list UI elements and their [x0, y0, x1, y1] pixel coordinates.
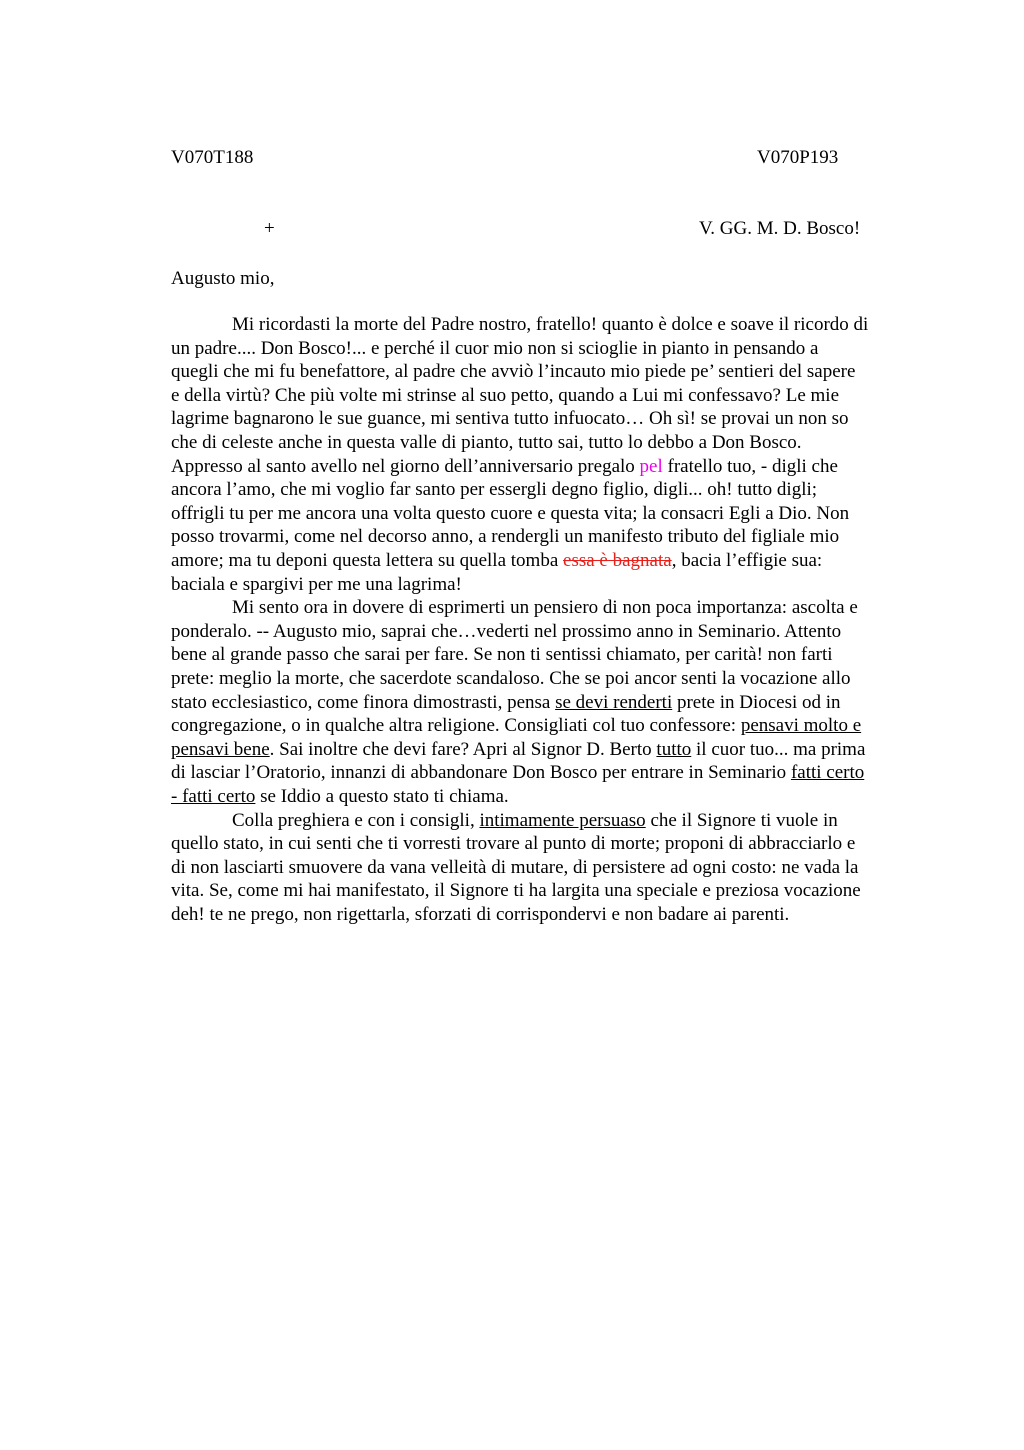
letter-line [171, 903, 789, 927]
underlined-text: - fatti certo [171, 786, 256, 807]
line-text: deh! te ne prego, non rigettarla, sforzati di corrispondervi e non badare ai parenti. [171, 904, 790, 925]
underlined-text: pensavi molto e [740, 715, 862, 736]
letter-line [171, 714, 861, 738]
line-text: lagrime bagnarono le sue guance, mi sentiva tutto infuocato… Oh sì! se provai un non so [171, 408, 849, 429]
struck-text: essa è bagnata [563, 550, 672, 571]
line-text: congregazione, o in qualche altra religione. Consigliati col tuo confessore: [171, 715, 741, 736]
line-text: prete in Diocesi od in [672, 692, 841, 713]
line-text: di lasciar l’Oratorio, innanzi di abbandonare Don Bosco per entrare in Seminario [171, 762, 791, 783]
letter-line [232, 313, 868, 337]
letter-line [232, 596, 858, 620]
letter-line [232, 809, 838, 833]
line-text: che di celeste anche in questa valle di pianto, tutto sai, tutto lo debbo a Don Bosco. [171, 432, 802, 453]
underlined-text: pensavi bene [171, 739, 270, 760]
underlined-text: se devi renderti [555, 692, 673, 713]
salutation: Augusto mio, [171, 268, 275, 289]
line-text: Colla preghiera e con i consigli, [232, 810, 480, 831]
line-text: se Iddio a questo stato ti chiama. [255, 786, 509, 807]
letter-line [171, 856, 858, 880]
line-text: baciala e spargivi per me una lagrima! [171, 574, 462, 595]
line-text: ancora l’amo, che mi voglio far santo per essergli degno figlio, digli... oh! tutto digli; [171, 479, 818, 500]
line-text: Mi ricordasti la morte del Padre nostro, fratello! quanto è dolce e soave il ricordo di [232, 314, 869, 335]
line-text: bene al grande passo che sarai per fare. Se non ti sentissi chiamato, per carità! non farti [171, 644, 833, 665]
letter-line [171, 525, 839, 549]
line-text: quello stato, in cui senti che ti vorresti trovare al punto di morte; proponi di abbracciarlo e [171, 833, 856, 854]
letter-line [171, 573, 462, 597]
document-code-right: V070P193 [757, 147, 839, 168]
underlined-text: fatti certo [790, 762, 865, 783]
cross-symbol: + [264, 218, 275, 239]
letter-line [171, 691, 841, 715]
letter-line [171, 549, 822, 573]
line-text: di non lasciarti smuovere da vana velleità di mutare, di persistere ad ogni costo: ne vada la [171, 857, 859, 878]
letter-line [171, 667, 851, 691]
letter-line [171, 502, 849, 526]
line-text: . Sai inoltre che devi fare? Apri al Signor D. Berto [269, 739, 657, 760]
letter-line [171, 785, 509, 809]
letter-line [171, 455, 838, 479]
letter-line [171, 431, 802, 455]
line-text: Appresso al santo avello nel giorno dell’anniversario pregalo [171, 456, 640, 477]
line-text: , bacia l’effigie sua: [671, 550, 823, 571]
line-text: stato ecclesiastico, come finora dimostrasti, pensa [171, 692, 556, 713]
line-text: ponderalo. -- Augusto mio, saprai che…vederti nel prossimo anno in Seminario. Attento [171, 621, 842, 642]
line-text: offrigli tu per me ancora una volta questo cuore e questa vita; la consacri Egli a Dio. Non [171, 503, 850, 524]
letter-line [171, 761, 864, 785]
line-text: Mi sento ora in dovere di esprimerti un pensiero di non poca importanza: ascolta e [232, 597, 858, 618]
pink-text: pel [639, 456, 663, 477]
letter-line [171, 879, 861, 903]
letter-line [171, 384, 839, 408]
letter-line [171, 360, 855, 384]
line-text: fratello tuo, - digli che [662, 456, 838, 477]
line-text: un padre.... Don Bosco!... e perché il cuor mio non si scioglie in pianto in pensando a [171, 338, 819, 359]
underlined-text: tutto [656, 739, 692, 760]
line-text: il cuor tuo... ma prima [691, 739, 866, 760]
letter-line [171, 832, 855, 856]
line-text: posso trovarmi, come nel decorso anno, a rendergli un manifesto tributo del figliale mio [171, 526, 840, 547]
letter-line [171, 478, 817, 502]
line-text: e della virtù? Che più volte mi strinse al suo petto, quando a Lui mi confessavo? Le mie [171, 385, 839, 406]
line-text: che il Signore ti vuole in [645, 810, 838, 831]
underlined-text: intimamente persuaso [479, 810, 646, 831]
line-text: quegli che mi fu benefattore, al padre che avviò l’incauto mio piede pe’ sentieri del sapere [171, 361, 856, 382]
motto-header: V. GG. M. D. Bosco! [699, 218, 861, 239]
line-text: amore; ma tu deponi questa lettera su quella tomba [171, 550, 564, 571]
document-code-left: V070T188 [171, 147, 254, 168]
letter-line [171, 643, 833, 667]
letter-line [171, 620, 841, 644]
line-text: prete: meglio la morte, che sacerdote scandaloso. Che se poi ancor senti la vocazione allo [171, 668, 851, 689]
letter-line [171, 407, 849, 431]
letter-line [171, 738, 865, 762]
letter-line [171, 337, 818, 361]
line-text: vita. Se, come mi hai manifestato, il Signore ti ha largita una speciale e preziosa vocazione [171, 880, 861, 901]
